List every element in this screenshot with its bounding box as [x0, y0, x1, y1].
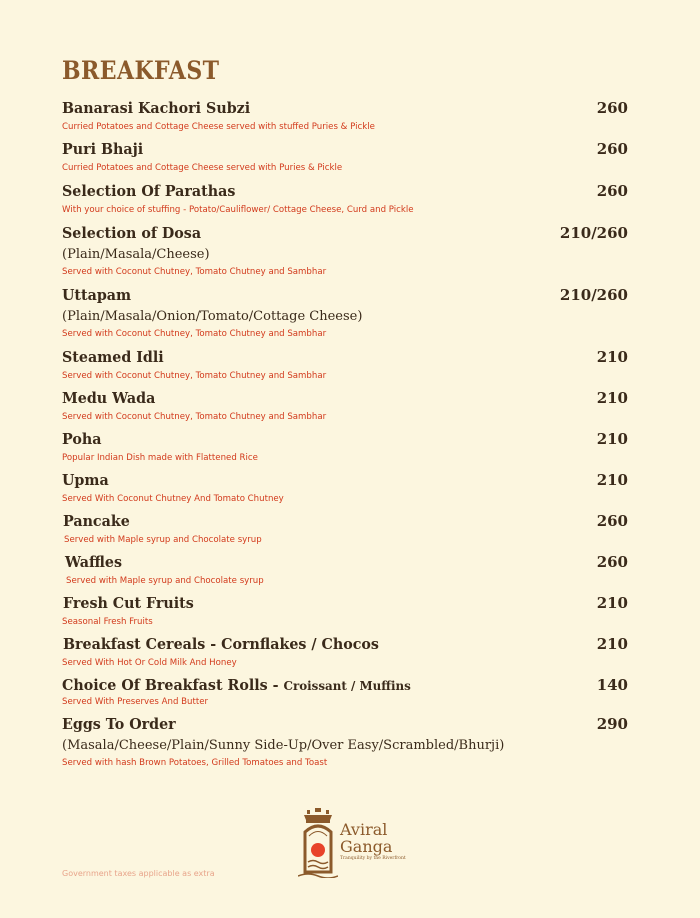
item-variants: (Masala/Cheese/Plain/Sunny Side-Up/Over Easy/Scrambled/Bhurji) [62, 738, 505, 753]
item-price: 260 [596, 512, 628, 530]
menu-item [62, 713, 628, 769]
menu-item [62, 222, 628, 278]
item-description: Curried Potatoes and Cottage Cheese served with Puries & Pickle [62, 163, 343, 173]
item-description: Served with hash Brown Potatoes, Grilled Tomatoes and Toast [62, 758, 328, 768]
item-price: 290 [596, 715, 628, 733]
item-price: 210 [596, 430, 628, 448]
item-description: Served with Coconut Chutney, Tomato Chutney and Sambhar [62, 329, 327, 339]
menu-item [62, 97, 628, 133]
item-name: Steamed Idli [62, 348, 164, 366]
item-name-options: Croissant / Muffins [283, 678, 411, 693]
item-description: Served with Coconut Chutney, Tomato Chutney and Sambhar [62, 267, 327, 277]
item-description: Popular Indian Dish made with Flattened Rice [62, 453, 258, 463]
menu-item [62, 469, 628, 505]
item-name: Pancake [63, 512, 130, 530]
menu-item [62, 674, 628, 708]
item-name-main: Choice Of Breakfast Rolls - [62, 676, 284, 694]
item-price: 210 [596, 348, 628, 366]
menu-item [62, 510, 628, 546]
item-name: Selection of Dosa [62, 224, 202, 242]
item-description: Seasonal Fresh Fruits [62, 617, 153, 627]
item-description: Served With Hot Or Cold Milk And Honey [62, 658, 237, 668]
item-name [62, 674, 411, 697]
item-variants: (Plain/Masala/Onion/Tomato/Cottage Cheese) [62, 309, 363, 324]
item-name: Banarasi Kachori Subzi [62, 99, 251, 117]
item-name: Poha [62, 430, 102, 448]
item-price: 260 [596, 182, 628, 200]
item-price: 210/260 [559, 286, 628, 304]
item-name: Upma [62, 471, 109, 489]
item-description: With your choice of stuffing - Potato/Cauliflower/ Cottage Cheese, Curd and Pickle [62, 205, 414, 215]
item-price: 210 [596, 635, 628, 653]
item-price: 210 [596, 389, 628, 407]
item-description: Served With Coconut Chutney And Tomato Chutney [62, 494, 284, 504]
item-name: Fresh Cut Fruits [63, 594, 194, 612]
item-name: Puri Bhaji [62, 140, 144, 158]
menu-item [62, 428, 628, 464]
menu-item [62, 180, 628, 216]
palace-emblem-icon [298, 806, 338, 878]
menu-item [62, 592, 628, 628]
item-description: Served with Maple syrup and Chocolate syrup [64, 535, 262, 545]
item-price: 140 [596, 676, 628, 694]
item-price: 210 [596, 471, 628, 489]
item-description: Served with Coconut Chutney, Tomato Chutney and Sambhar [62, 412, 327, 422]
menu-title: BREAKFAST [62, 56, 220, 85]
item-name: Breakfast Cereals - Cornflakes / Chocos [63, 635, 379, 653]
item-variants: (Plain/Masala/Cheese) [62, 247, 210, 262]
item-price: 210 [596, 594, 628, 612]
item-name: Eggs To Order [62, 715, 176, 733]
menu-item [62, 284, 628, 340]
menu-item [62, 551, 628, 587]
logo-text-line2: Ganga [340, 837, 393, 856]
logo-text-line1: Aviral [340, 820, 388, 839]
item-description: Served with Coconut Chutney, Tomato Chutney and Sambhar [62, 371, 327, 381]
item-price: 260 [596, 140, 628, 158]
item-price: 260 [596, 553, 628, 571]
menu-item [62, 138, 628, 174]
item-name: Medu Wada [62, 389, 156, 407]
tax-note: Government taxes applicable as extra [62, 869, 215, 878]
item-price: 260 [596, 99, 628, 117]
item-description: Served with Maple syrup and Chocolate syrup [66, 576, 264, 586]
item-name: Waffles [65, 553, 122, 571]
menu-item [62, 346, 628, 382]
item-name: Selection Of Parathas [62, 182, 236, 200]
menu-item [62, 387, 628, 423]
item-description: Curried Potatoes and Cottage Cheese served with stuffed Puries & Pickle [62, 122, 375, 132]
logo-tagline: Tranquility by the Riverfront [340, 856, 406, 861]
item-name: Uttapam [62, 286, 132, 304]
item-price: 210/260 [559, 224, 628, 242]
menu-item [62, 633, 628, 669]
item-description: Served With Preserves And Butter [62, 697, 209, 707]
brand-logo [298, 806, 438, 878]
